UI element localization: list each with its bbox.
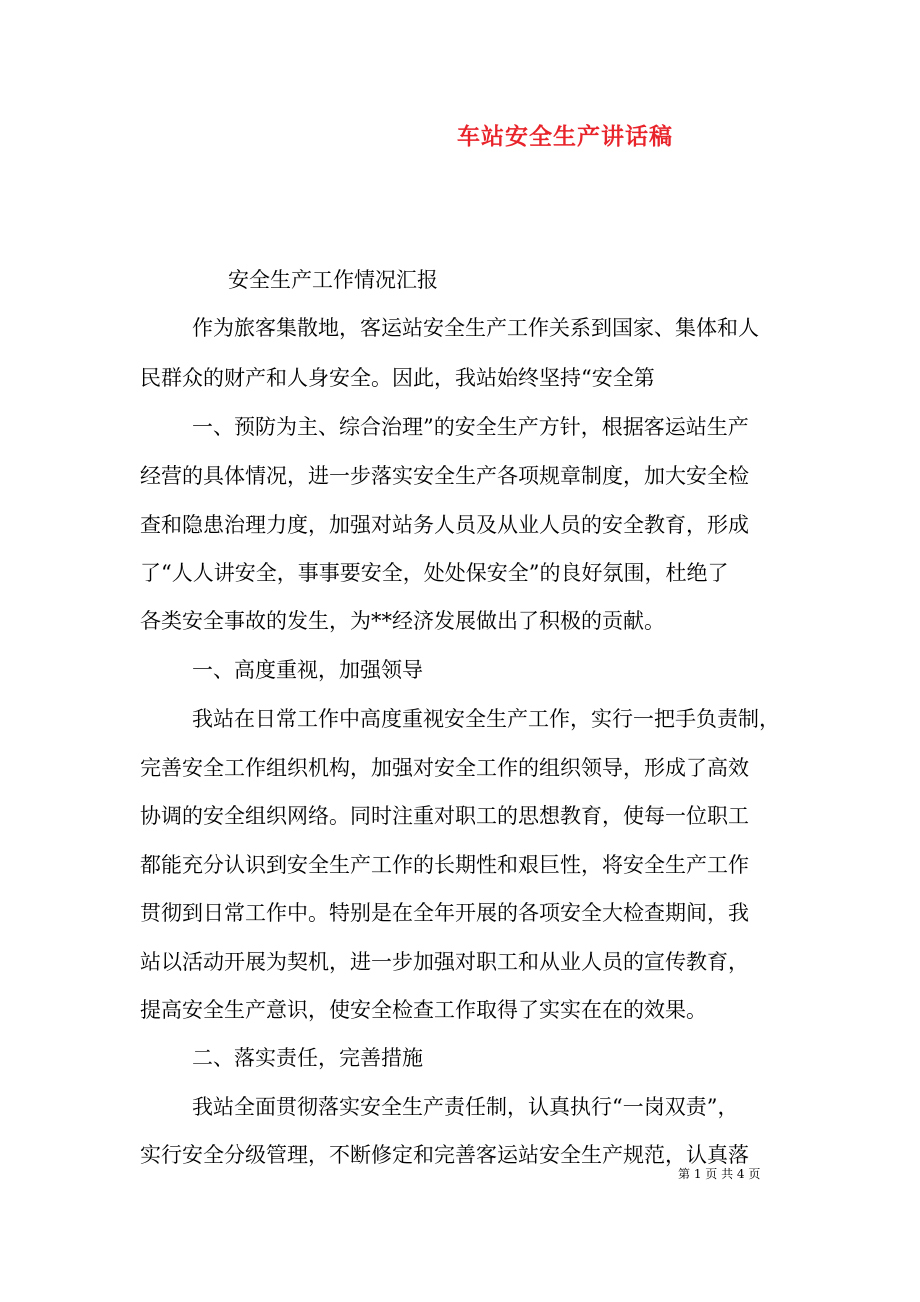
- body-line-14: 站以活动开展为契机，进一步加强对职工和从业人员的宣传教育，: [140, 950, 749, 974]
- body-line-12: 都能充分认识到安全生产工作的长期性和艰巨性，将安全生产工作: [140, 853, 749, 877]
- body-line-13: 贯彻到日常工作中。特别是在全年开展的各项安全大检查期间，我: [140, 901, 749, 925]
- body-line-10: 完善安全工作组织机构，加强对安全工作的组织领导，形成了高效: [140, 756, 749, 780]
- body-line-16: 我站全面贯彻落实安全生产责任制，认真执行“一岗双责”，: [192, 1095, 739, 1119]
- section-heading-1: 一、高度重视，加强领导: [192, 658, 423, 682]
- body-line-4: 一、预防为主、综合治理”的安全生产方针，根据客运站生产: [192, 415, 749, 439]
- body-line-15: 提高安全生产意识，使安全检查工作取得了实实在在的效果。: [140, 998, 707, 1022]
- section-heading-2: 二、落实责任，完善措施: [192, 1046, 423, 1070]
- body-line-17: 实行安全分级管理，不断修定和完善客运站安全生产规范，认真落: [140, 1143, 749, 1167]
- body-line-7: 了“人人讲安全，事事要安全，处处保安全”的良好氛围，杜绝了: [140, 561, 729, 585]
- document-title: 车站安全生产讲话稿: [457, 123, 673, 150]
- body-line-8: 各类安全事故的发生，为**经济发展做出了积极的贡献。: [140, 609, 665, 633]
- body-line-1: 安全生产工作情况汇报: [228, 268, 438, 292]
- body-line-6: 查和隐患治理力度，加强对站务人员及从业人员的安全教育，形成: [140, 513, 749, 537]
- body-line-2: 作为旅客集散地，客运站安全生产工作关系到国家、集体和人: [192, 316, 759, 340]
- body-line-5: 经营的具体情况，进一步落实安全生产各项规章制度，加大安全检: [140, 464, 749, 488]
- body-line-3: 民群众的财产和人身安全。因此，我站始终坚持“安全第: [140, 366, 655, 390]
- page-number-footer: 第 1 页 共 4 页: [678, 1167, 761, 1181]
- body-line-9: 我站在日常工作中高度重视安全生产工作，实行一把手负责制，: [192, 707, 780, 731]
- body-line-11: 协调的安全组织网络。同时注重对职工的思想教育，使每一位职工: [140, 804, 749, 828]
